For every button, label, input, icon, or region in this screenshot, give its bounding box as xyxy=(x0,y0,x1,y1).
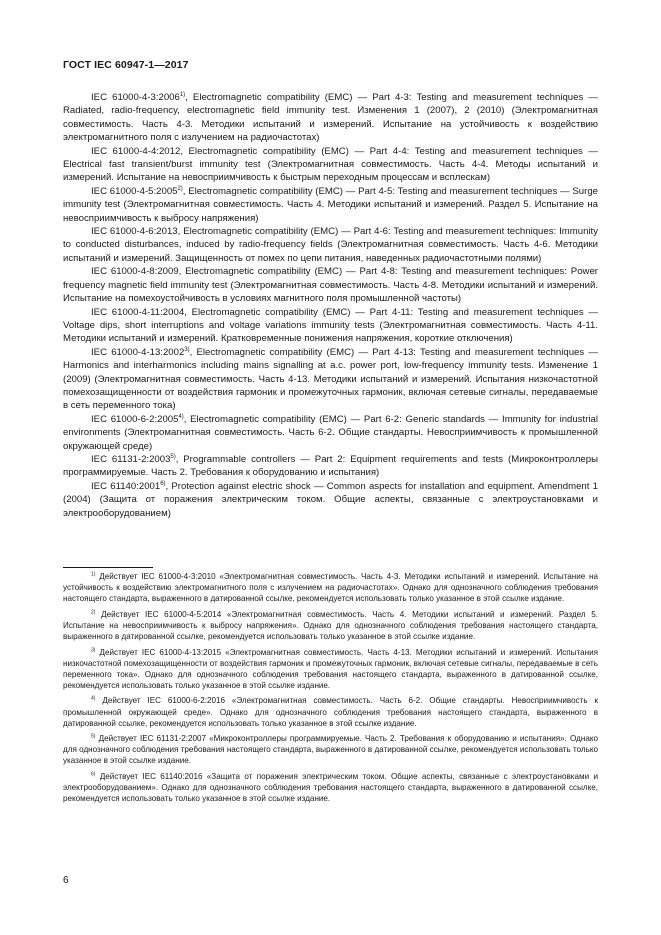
footnote-mark[interactable]: 4) xyxy=(178,413,184,420)
footnote-divider xyxy=(63,567,153,568)
document-header: ГОСТ IEC 60947-1—2017 xyxy=(63,59,189,71)
footnote xyxy=(63,571,598,604)
reference-code: IEC 61000-4-3:2006 xyxy=(91,92,180,103)
reference-text: , Electromagnetic compatibility (EMC) — Part 4-4: Testing and measurement techniques — Electrical fast transient/burst immunity test (Электромагнитная совместимость. Часть 4-4. Методы испытаний и измерений. Испытание на невосприимчивость к быстрым переходным процессам и всплескам) xyxy=(63,145,599,184)
footnote-text: Действует IEC 61000-4-5:2014 «Электромагнитная совместимость. Часть 4. Методики испытаний и измерений. Раздел 5. Испытание на невосприимчивость к выбросу напряжения». Однако для однозначного соблюдения требования настоящего стандарта, выраженного в датированной ссылке, рекомендуется использовать только указанное в этой ссылке издание. xyxy=(63,609,598,641)
footnote-text: Действует IEC 61000-6-2:2016 «Электромагнитная совместимость. Часть 6-2. Общие стандарты. Невосприимчивость к промышленной окружающей среде». Однако для однозначного соблюдения требования настоящего стандарта, выраженного в датированной ссылке, рекомендуется использовать только указанное в этой ссылке издание. xyxy=(63,696,598,728)
reference-text: , Electromagnetic compatibility (EMC) — Part 4-8: Testing and measurement techniques: Power frequency magnetic field immunity test (Электромагнитная совместимость. Часть 4-8. Методики испытаний и измерений. Испытание на помехоустойчивость в условиях магнитного поля промышленной частоты) xyxy=(63,266,598,305)
footnote-mark[interactable]: 2) xyxy=(177,185,183,192)
reference-code: IEC 61000-4-11:2004 xyxy=(91,306,185,318)
reference-item xyxy=(63,225,598,265)
reference-code: IEC 61000-4-8:2009 xyxy=(91,266,179,278)
footnote-text: Действует IEC 61000-4-3:2010 «Электромагнитная совместимость. Часть 4-3. Методики испытаний и измерений. Испытание на устойчивость к воздействию электромагнитного поля с излучением на радиочастотах». Однако для однозначного соблюдения требования настоящего стандарта, выраженного в датированной ссылке, рекомендуется использовать только указанное в этой ссылке издание. xyxy=(63,572,598,604)
footnote-number: 4) xyxy=(91,695,96,702)
footnote-text: Действует IEC 61131-2:2007 «Микроконтроллеры программируемые. Часть 2. Требования к оборудованию и испытания». Однако для однозначного соблюдения требования настоящего стандарта, выраженного в датированной ссылке, рекомендуется использовать только указанное в этой ссылке издание. xyxy=(63,734,598,766)
reference-item xyxy=(63,346,598,413)
footnote-text: Действует IEC 61140:2016 «Защита от поражения электрическим током. Общие аспекты, связанные с электроустановками и электрооборудованием». Однако для однозначного соблюдения требования настоящего стандарта, выраженного в датированной ссылке, рекомендуется использовать только указанное в этой ссылке издание. xyxy=(63,772,598,804)
footnote-mark[interactable]: 1) xyxy=(179,91,186,98)
reference-code: IEC 61131-2:2003 xyxy=(91,453,171,465)
reference-list xyxy=(63,91,598,520)
reference-text: , Electromagnetic compatibility (EMC) — Part 4-13: Testing and measurement techniques — Harmonics and interharmonics including mains signalling at a.c. power port, low-frequency immunity tests. Изменение 1 (2009) (Электромагнитная совместимость. Часть 4-13. Методики испытаний и измерений. Испытания низкочастотной помехозащищенности от воздействия гармоник и промежуточных гармоник, включая сетевые сигналы, передаваемые в сеть переменного тока) xyxy=(63,346,598,412)
footnote xyxy=(63,771,598,804)
reference-text: , Electromagnetic compatibility (EMC) — Part 4-3: Testing and measurement techniques — Radiated, radio-frequency, electromagnetic field immunity test. Изменения 1 (2007), 2 (2010) (Электромагнитная совместимость. Часть 4-3. Методики испытаний и измерений. Испытание на устойчивость к воздействию электромагнитного поля с излучением на радиочастотах) xyxy=(63,92,598,144)
footnote-number: 6) xyxy=(91,771,96,778)
reference-text: , Electromagnetic compatibility (EMC) — Part 4-6: Testing and measurement techniques: Immunity to conducted disturbances, induced by radio-frequency fields (Электромагнитная совместимость. Часть 4-6. Методики испытаний и измерений. Защищенность от помех по цепи питания, наведенных радиочастотными полями) xyxy=(63,226,598,264)
reference-item xyxy=(63,453,598,480)
footnote-number: 3) xyxy=(91,646,96,653)
reference-text: , Electromagnetic compatibility (EMC) — Part 6-2: Generic standards — Immunity for industrial environments (Электромагнитная совместимость. Часть 6-2. Общие стандарты. Невосприимчивость к промышленной окружающей среде) xyxy=(63,413,598,452)
reference-code: IEC 61000-4-4:2012 xyxy=(91,145,181,157)
reference-text: , Protection against electric shock — Common aspects for installation and equipment. Amendment 1 (2004) (Защита от поражения электрическим током. Общие аспекты, связанные с электроустановками и электрооборудованием) xyxy=(63,480,598,519)
footnote-mark[interactable]: 6) xyxy=(160,480,166,487)
footnotes xyxy=(63,571,598,809)
reference-code: IEC 61000-4-5:2005 xyxy=(91,185,178,197)
footnote-text: Действует IEC 61000-4-13:2015 «Электромагнитная совместимость. Часть 4-13. Методики испытаний и измерений. Испытания низкочастотной помехозащищенности от воздействия гармоник и промежуточных гармоник, включая сетевые сигналы, передаваемые в сеть переменного тока». Однако для однозначного соблюдения требования настоящего стандарта, выраженного в датированной ссылке, рекомендуется использовать только указанное в этой ссылке издание. xyxy=(63,647,598,690)
reference-item xyxy=(63,185,598,225)
footnote-number: 2) xyxy=(91,609,96,616)
page-number: 6 xyxy=(63,875,69,886)
footnote-number: 5) xyxy=(91,733,96,740)
footnote-number: 1) xyxy=(91,571,96,578)
reference-item xyxy=(63,265,598,305)
reference-item xyxy=(63,91,598,145)
reference-text: , Electromagnetic compatibility (EMC) — Part 4-11: Testing and measurement techniques — Voltage dips, short interruptions and voltage variations immunity tests (Электромагнитная совместимость. Часть 4-11. Методики испытаний и измерений. Кратковременные понижения напряжения, короткие отключения) xyxy=(63,306,598,345)
footnote xyxy=(63,695,598,728)
reference-item xyxy=(63,413,598,453)
footnote xyxy=(63,647,598,691)
reference-text: , Programmable controllers — Part 2: Equipment requirements and tests (Микроконтроллеры программируемые. Часть 2. Требования к оборудованию и испытания) xyxy=(63,453,598,479)
reference-item xyxy=(63,306,598,346)
reference-code: IEC 61000-4-6:2013 xyxy=(91,226,178,238)
reference-code: IEC 61000-4-13:2002 xyxy=(91,346,185,358)
footnote-mark[interactable]: 3) xyxy=(184,346,190,353)
reference-code: IEC 61000-6-2:2005 xyxy=(91,413,179,425)
footnote xyxy=(63,733,598,766)
reference-code: IEC 61140:2001 xyxy=(91,480,161,492)
reference-item xyxy=(63,480,598,520)
reference-item xyxy=(63,145,598,185)
footnote xyxy=(63,609,598,642)
footnote-mark[interactable]: 5) xyxy=(170,453,176,460)
reference-text: , Electromagnetic compatibility (EMC) — Part 4-5: Testing and measurement techniques — Surge immunity test (Электромагнитная совместимость. Часть 4. Методики испытаний и измерений. Раздел 5. Испытание на невосприимчивость к выбросу напряжения) xyxy=(63,185,598,224)
